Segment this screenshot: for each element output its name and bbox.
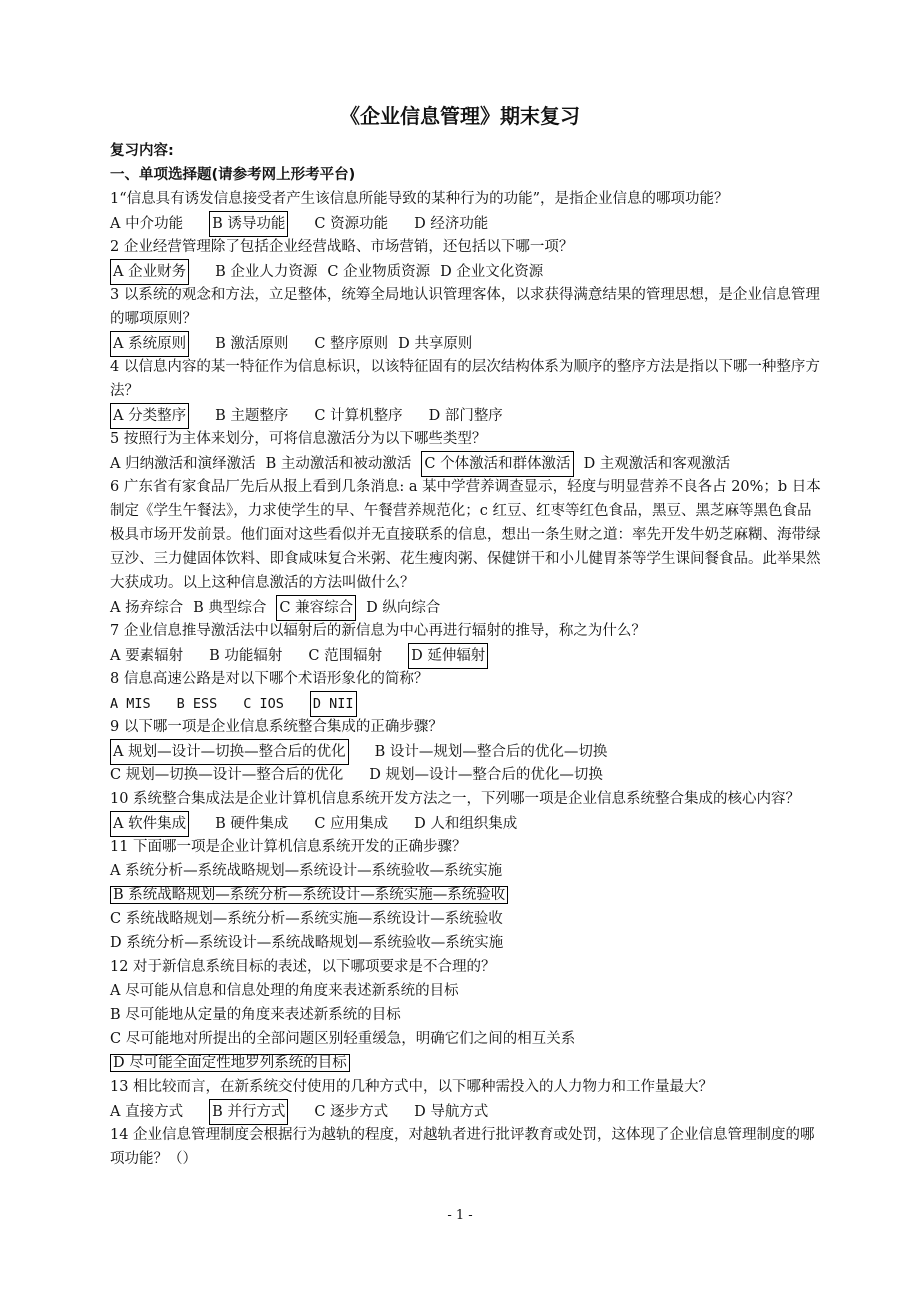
options-row [110, 643, 822, 667]
option: D 共享原则 [398, 336, 473, 352]
option: B ESS [176, 696, 218, 712]
options-row [110, 211, 822, 235]
option: D 经济功能 [414, 216, 489, 232]
option: D 主观激活和客观激活 [583, 456, 731, 472]
answer-option: D 延伸辐射 [408, 643, 488, 669]
option: C 整序原则 [314, 336, 389, 352]
option: A 直接方式 [110, 1104, 184, 1120]
option: C 尽可能地对所提出的全部问题区别轻重缓急，明确它们之间的相互关系 [110, 1031, 576, 1047]
answer-option: B 诱导功能 [209, 211, 288, 237]
question-text: 3 以系统的观念和方法，立足整体，统筹全局地认识管理客体，以求获得满意结果的管理思想，是企业信息管理的哪项原则？ [110, 287, 820, 327]
question-text: 10 系统整合集成法是企业计算机信息系统开发方法之一，下列哪一项是企业信息系统整合集成的核心内容？ [110, 791, 801, 807]
answer-option: A 规划—设计—切换—整合后的优化 [110, 739, 349, 765]
option: D 规划—设计—整合后的优化—切换 [369, 767, 603, 783]
question-text: 4 以信息内容的某一特征作为信息标识，以该特征固有的层次结构体系为顺序的整序方法是指以下哪一种整序方法？ [110, 359, 820, 399]
options-row [110, 331, 822, 355]
option: B 硬件集成 [215, 816, 289, 832]
options-row [110, 811, 822, 835]
question-text: 8 信息高速公路是对以下哪个术语形象化的简称？ [110, 671, 429, 687]
answer-option: C 兼容综合 [276, 595, 356, 621]
options-row [110, 259, 822, 283]
option: A 中介功能 [110, 216, 184, 232]
review-label: 复习内容: [110, 143, 174, 159]
option: A 要素辐射 [110, 648, 184, 664]
option: C IOS [243, 696, 284, 712]
question-text: 14 企业信息管理制度会根据行为越轨的程度，对越轨者进行批评教育或处罚，这体现了企业信息管理制度的哪项功能？（） [110, 1127, 815, 1167]
question-text: 2 企业经营管理除了包括企业经营战略、市场营销，还包括以下哪一项？ [110, 239, 574, 255]
question-text: 1“信息具有诱发信息接受者产生该信息所能导致的某种行为的功能”，是指企业信息的哪项功能？ [110, 191, 729, 207]
option: A 扬弃综合 [110, 600, 184, 616]
option: C 系统战略规划—系统分析—系统实施—系统设计—系统验收 [110, 911, 503, 927]
option: D 人和组织集成 [414, 816, 518, 832]
answer-option: A 系统原则 [110, 331, 189, 357]
option: A 尽可能从信息和信息处理的角度来表述新系统的目标 [110, 983, 459, 999]
option: C 计算机整序 [314, 408, 403, 424]
answer-option: B 系统战略规划—系统分析—系统设计—系统实施—系统验收 [110, 883, 822, 907]
option: B 功能辐射 [209, 648, 283, 664]
answer-option: B 并行方式 [209, 1099, 288, 1125]
option: B 主动激活和被动激活 [265, 456, 412, 472]
question-text: 9 以下哪一项是企业信息系统整合集成的正确步骤？ [110, 719, 443, 735]
section-heading: 一、单项选择题(请参考网上形考平台) [110, 167, 356, 183]
question-text: 13 相比较而言，在新系统交付使用的几种方式中，以下哪种需投入的人力物力和工作量最大？ [110, 1079, 714, 1095]
question-text: 11 下面哪一项是企业计算机信息系统开发的正确步骤？ [110, 839, 467, 855]
option: C 资源功能 [314, 216, 389, 232]
options-row [110, 403, 822, 427]
option: C 规划—切换—设计—整合后的优化 [110, 767, 344, 783]
answer-option: C 个体激活和群体激活 [421, 451, 573, 477]
option: D 系统分析—系统设计—系统战略规划—系统验收—系统实施 [110, 935, 504, 951]
options-row [110, 763, 822, 787]
question-text: 6 广东省有家食品厂先后从报上看到几条消息: a 某中学营养调查显示，轻度与明显营养不良各占 20%；b 日本制定《学生午餐法》，力求使学生的早、午餐营养规范化；c 红豆、红枣等红色食品，黑豆、黑芝麻等黑色食品极具市场开发前景。他们面对这些看似并无直接联系的信息，想出一条生财之道：率先开发牛奶芝麻糊、海带绿豆沙、三力健固体饮料、即食咸味复合米粥、花生瘦肉粥、保健饼干和小儿健胃茶等学生课间餐食品。此举果然大获成功。以上这种信息激活的方法叫做什么？ [110, 479, 821, 591]
answer-option: D 尽可能全面定性地罗列系统的目标 [110, 1051, 822, 1075]
answer-option: A 企业财务 [110, 259, 189, 285]
option: C 范围辐射 [308, 648, 383, 664]
content-body [110, 139, 822, 1171]
option: C 应用集成 [314, 816, 389, 832]
options-row [110, 451, 822, 475]
option: D 部门整序 [428, 408, 503, 424]
option: B 激活原则 [215, 336, 289, 352]
option: C 企业物质资源 [327, 264, 431, 280]
option: B 典型综合 [193, 600, 267, 616]
answer-option: D NII [310, 691, 357, 717]
option: A 系统分析—系统战略规划—系统设计—系统验收—系统实施 [110, 863, 503, 879]
option: D 导航方式 [414, 1104, 489, 1120]
question-text: 7 企业信息推导激活法中以辐射后的新信息为中心再进行辐射的推导，称之为什么？ [110, 623, 646, 639]
options-row [110, 1099, 822, 1123]
answer-option: A 分类整序 [110, 403, 189, 429]
option: A MIS [110, 696, 151, 712]
option: C 逐步方式 [314, 1104, 389, 1120]
option: B 企业人力资源 [215, 264, 318, 280]
option: D 企业文化资源 [440, 264, 544, 280]
option: B 设计—规划—整合后的优化—切换 [374, 744, 608, 760]
options-row [110, 739, 822, 763]
option: A 归纳激活和演绎激活 [110, 456, 256, 472]
page-number: - 1 - [447, 1208, 473, 1223]
page-title: 《企业信息管理》期末复习 [340, 104, 580, 128]
question-text: 12 对于新信息系统目标的表述，以下哪项要求是不合理的？ [110, 959, 496, 975]
options-row [110, 691, 822, 715]
option: D 纵向综合 [366, 600, 441, 616]
question-text: 5 按照行为主体来划分，可将信息激活分为以下哪些类型？ [110, 431, 487, 447]
options-row [110, 595, 822, 619]
option: B 主题整序 [215, 408, 289, 424]
option: B 尽可能地从定量的角度来表述新系统的目标 [110, 1007, 401, 1023]
answer-option: A 软件集成 [110, 811, 189, 837]
